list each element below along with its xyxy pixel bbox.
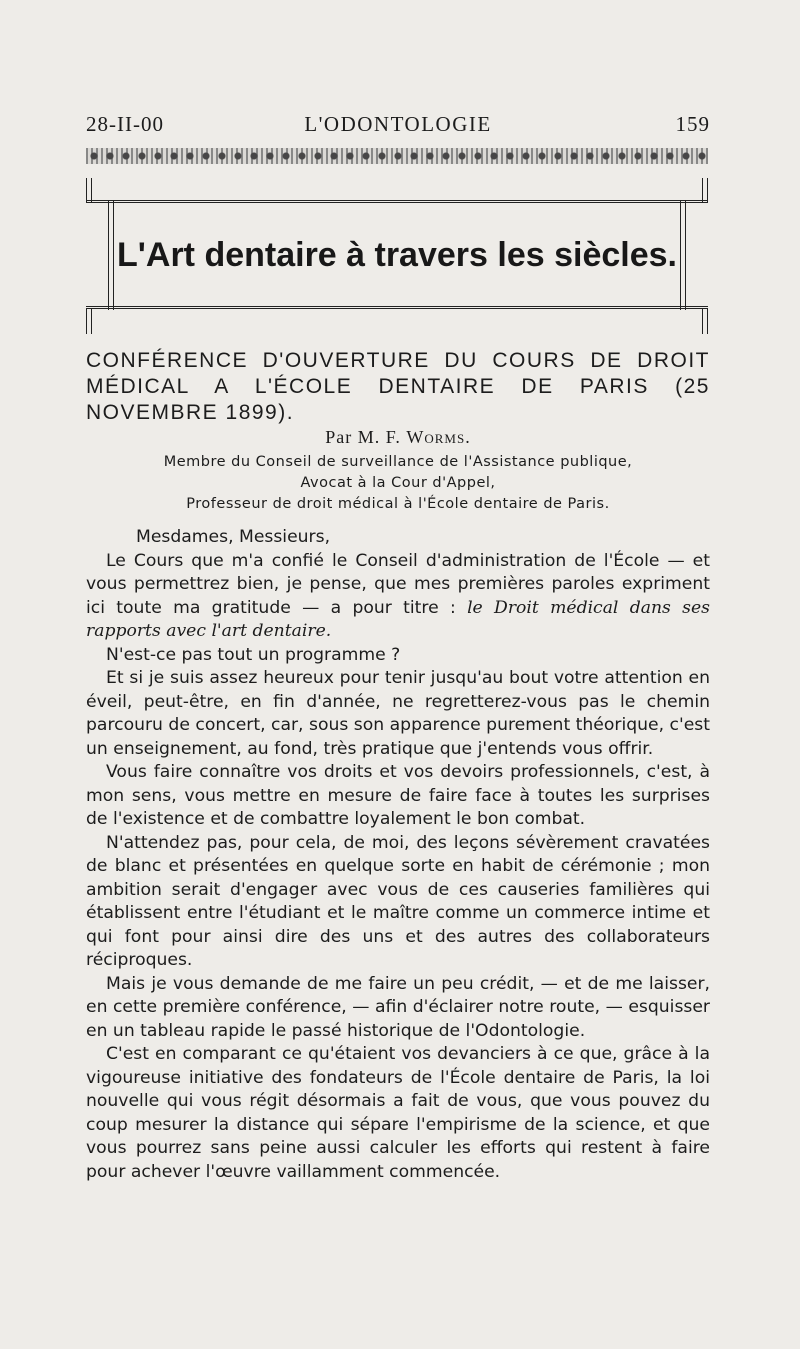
paragraph-1-text: Le Cours que m'a confié le Conseil d'administration de l'École — et vous permettrez bien, je pense, que mes premières paroles expriment ici toute ma gratitude — a pour titre :: [86, 550, 710, 618]
running-head: [86, 112, 710, 142]
author-suffix: .: [465, 427, 471, 447]
frame-rule-left-bottom: [86, 308, 92, 334]
salutation: Mesdames, Messieurs,: [136, 527, 331, 547]
author-affiliation-3: Professeur de droit médical à l'École dentaire de Paris.: [186, 496, 610, 512]
article-title: L'Art dentaire à travers les siècles.: [117, 236, 677, 274]
conference-heading: CONFÉRENCE D'OUVERTURE DU COURS DE DROIT MÉDICAL A L'ÉCOLE DENTAIRE DE PARIS (25 NOVEMBRE 1899).: [86, 349, 710, 424]
frame-rule-right-bottom: [702, 308, 708, 334]
author-prefix: Par M. F.: [325, 427, 407, 447]
frame-rule-bottom: [86, 306, 708, 309]
article-body: [86, 526, 710, 1184]
author-affiliation-1: Membre du Conseil de surveillance de l'Assistance publique,: [163, 454, 633, 470]
issue-date: 28-II-00: [86, 112, 164, 136]
paragraph-2: N'est-ce pas tout un programme ?: [106, 644, 401, 665]
paragraph-3: Et si je suis assez heureux pour tenir jusqu'au bout votre attention en éveil, peut-être, en fin d'année, ne regretterez-vous pas le chemin parcouru de concert, car, sous son apparence purement théorique, c'est un enseignement, au fond, très pratique que j'entends vous offrir.: [86, 668, 710, 759]
author-name: Worms: [406, 427, 466, 447]
frame-rule-top: [86, 200, 708, 203]
paragraph-1: [86, 550, 710, 644]
frame-rule-left-top: [86, 178, 92, 202]
frame-rule-right-top: [702, 178, 708, 202]
paragraph-5: N'attendez pas, pour cela, de moi, des leçons sévèrement cravatées de blanc et présentées en quelque sorte en habit de cérémonie ; mon ambition serait d'engager avec vous de ces causeries familières qui établissent entre l'étudiant et le maître comme un commerce intime et qui font pour ainsi dire des uns et des autres des collaborateurs réciproques.: [86, 832, 710, 970]
page-number: 159: [675, 112, 710, 136]
decorative-ornament-band: [86, 148, 708, 164]
journal-title: L'ODONTOLOGIE: [304, 112, 492, 136]
title-frame: [86, 178, 708, 338]
author-line: [86, 427, 710, 448]
author-affiliation-2: Avocat à la Cour d'Appel,: [300, 475, 496, 491]
paragraph-6: Mais je vous demande de me faire un peu crédit, — et de me laisser, en cette première conférence, — afin d'éclairer notre route, — esquisser en un tableau rapide le passé historique de l'Odontologie.: [86, 973, 710, 1041]
course-title-italic: le Droit médical dans ses rapports avec l'art dentaire.: [86, 597, 710, 641]
paragraph-4: Vous faire connaître vos droits et vos devoirs professionnels, c'est, à mon sens, vous mettre en mesure de faire face à toutes les surprises de l'existence et de combattre loyalement le bon combat.: [86, 762, 710, 829]
paragraph-7: C'est en comparant ce qu'étaient vos devanciers à ce que, grâce à la vigoureuse initiative des fondateurs de l'École dentaire de Paris, la loi nouvelle qui vous régit désormais a fait de vous, que vous pouvez du coup mesurer la distance qui sépare l'empirisme de la science, et que vous pourrez sans peine aussi calculer les efforts qui restent à faire pour achever l'œuvre vaillamment commencée.: [86, 1044, 710, 1182]
